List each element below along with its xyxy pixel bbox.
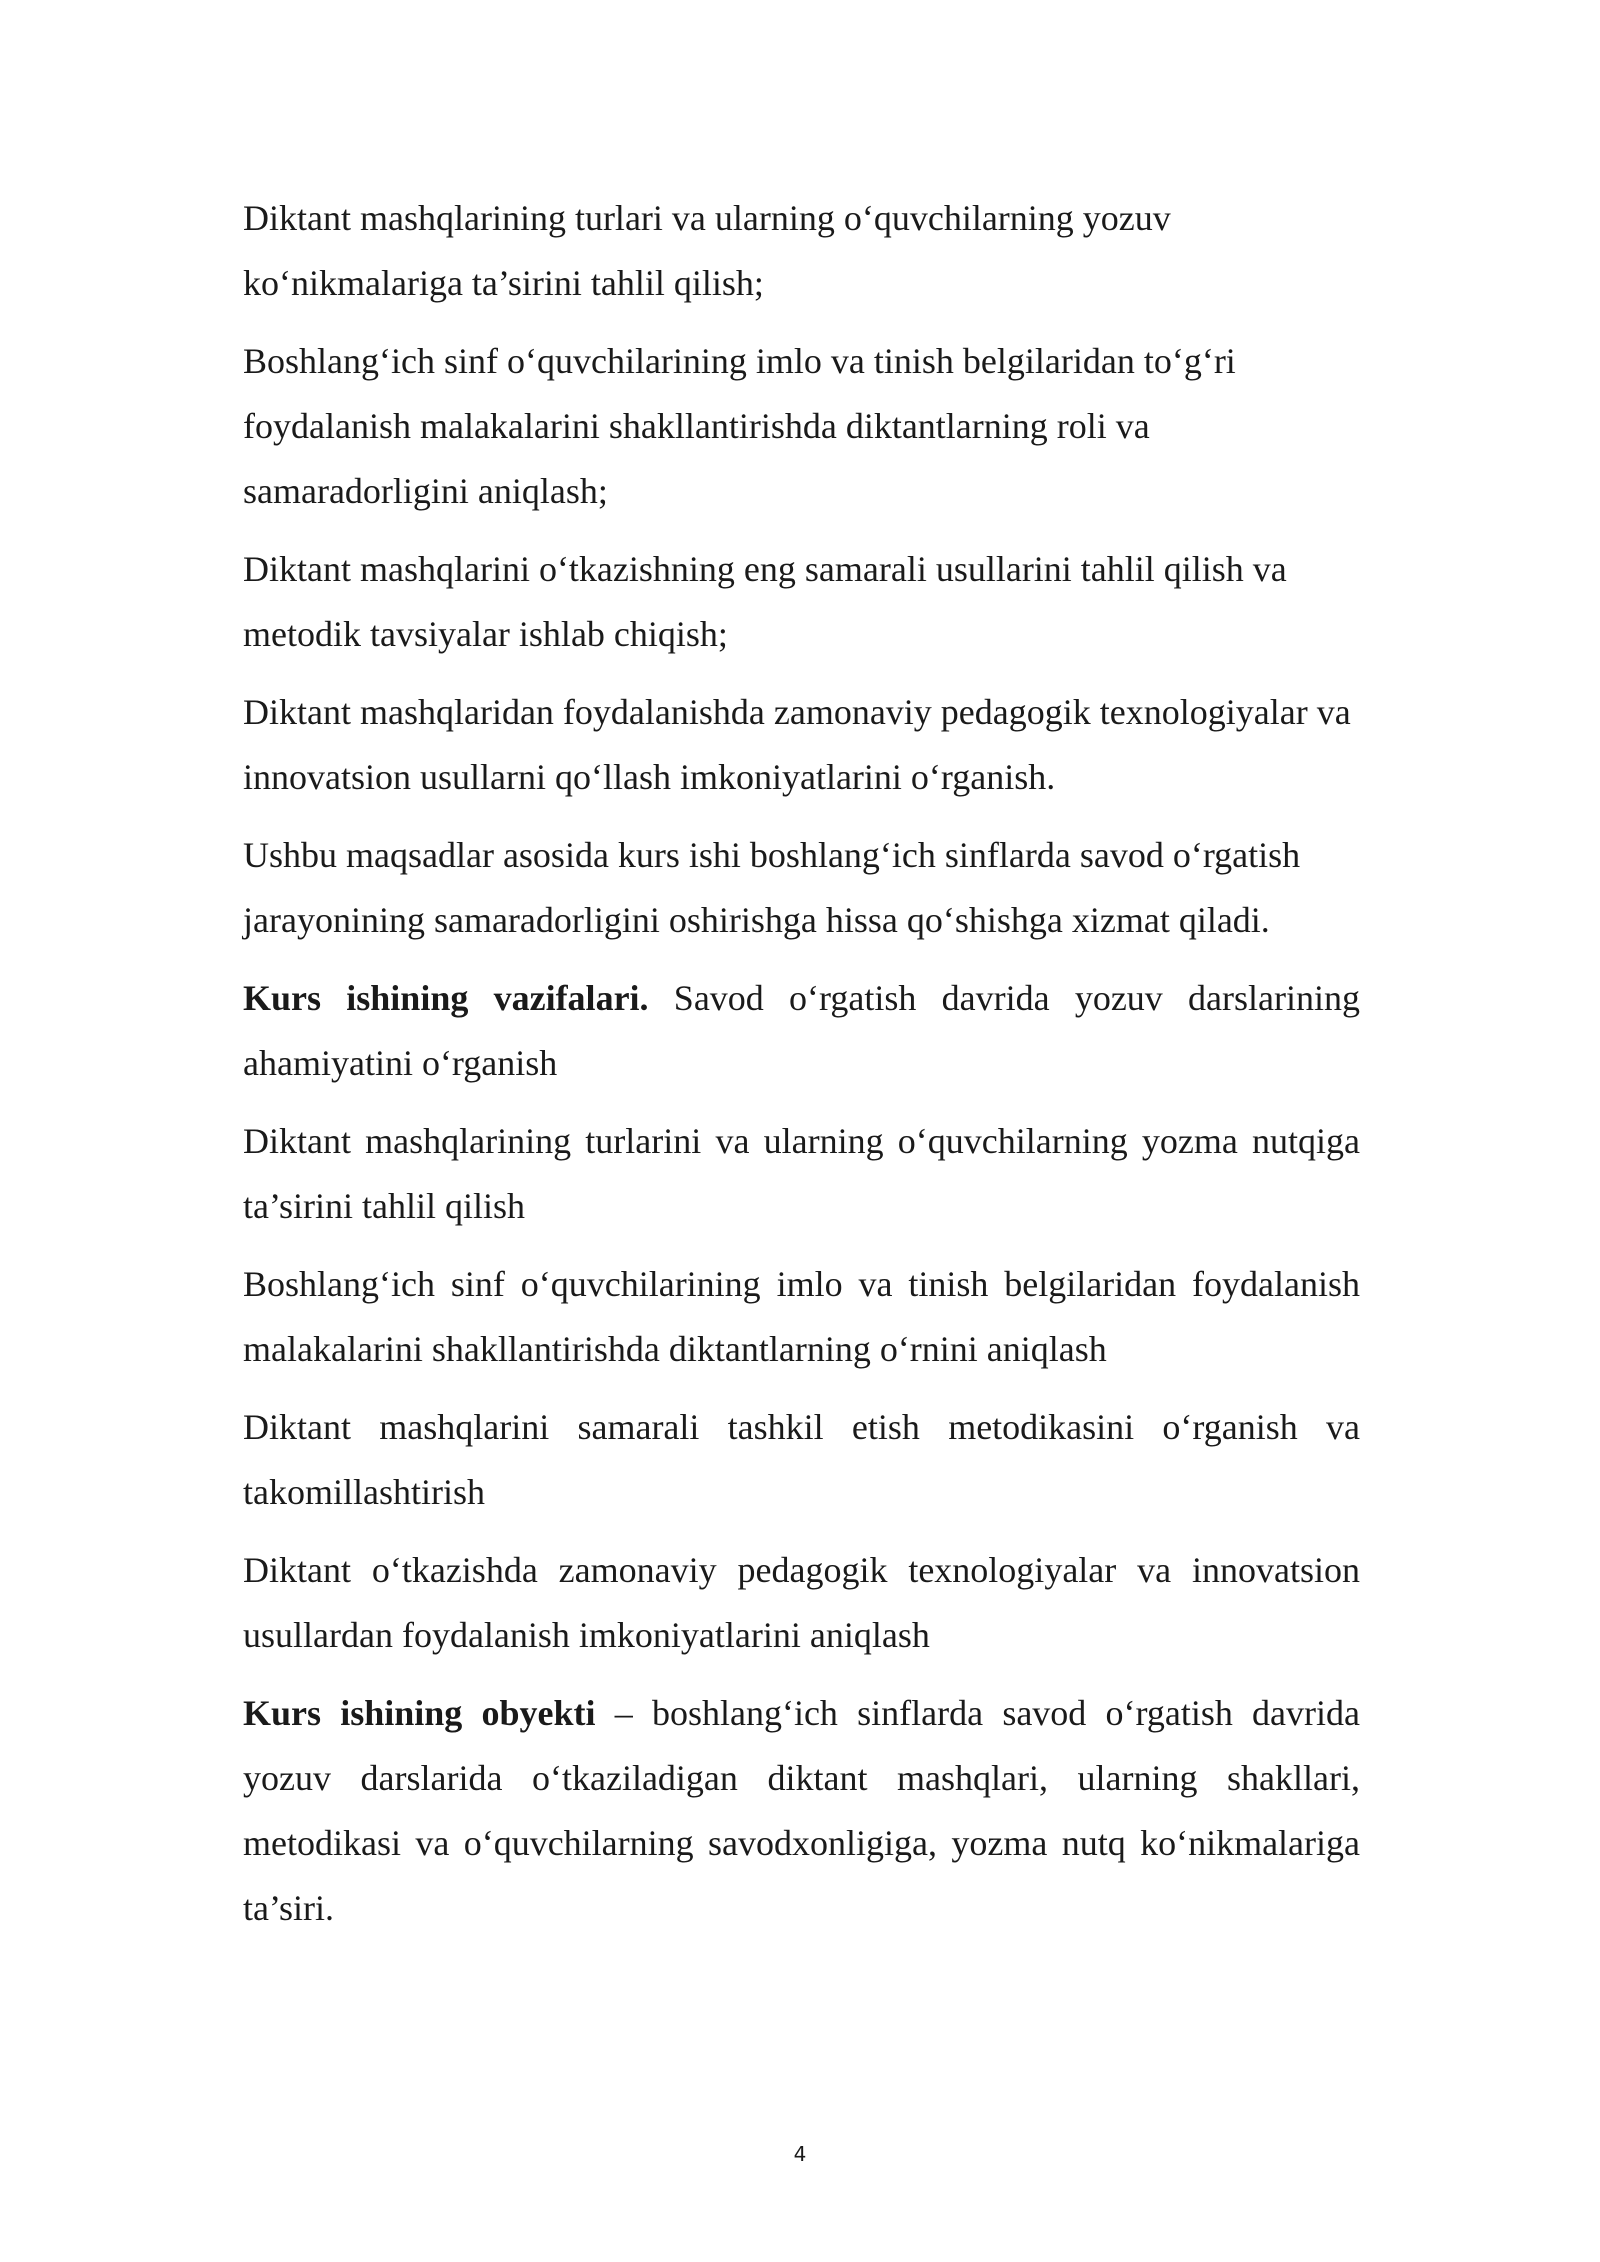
paragraph-8: [243, 1252, 1360, 1382]
paragraph-1: [243, 186, 1360, 316]
paragraph-5-text: Ushbu maqsadlar asosida kurs ishi boshlang‘ich sinflarda savod o‘rgatish jarayonining samaradorligini oshirishga hissa qo‘shishga xizmat qiladi.: [243, 835, 1301, 940]
object-paragraph: [243, 1681, 1360, 1941]
paragraph-1-text: Diktant mashqlarining turlari va ularning o‘quvchilarning yozuv ko‘nikmalariga ta’sirini tahlil qilish;: [243, 198, 1171, 303]
paragraph-3: [243, 537, 1360, 667]
page-body: [243, 186, 1360, 1954]
paragraph-9: [243, 1395, 1360, 1525]
paragraph-4-text: Diktant mashqlaridan foydalanishda zamonaviy pedagogik texnologiyalar va innovatsion usullarni qo‘llash imkoniyatlarini o‘rganish.: [243, 692, 1351, 797]
page-number: 4: [793, 2142, 807, 2166]
paragraph-10: [243, 1538, 1360, 1668]
paragraph-9-text: Diktant mashqlarini samarali tashkil etish metodikasini o‘rganish va takomillashtirish: [243, 1407, 1360, 1512]
paragraph-7-text: Diktant mashqlarining turlarini va ularning o‘quvchilarning yozma nutqiga ta’sirini tahlil qilish: [243, 1121, 1360, 1226]
paragraph-7: [243, 1109, 1360, 1239]
paragraph-2-text: Boshlang‘ich sinf o‘quvchilarining imlo va tinish belgilaridan to‘g‘ri foydalanish malakalarini shakllantirishda diktantlarning roli va samaradorligini aniqlash;: [243, 341, 1236, 511]
paragraph-4: [243, 680, 1360, 810]
tasks-heading: Kurs ishining vazifalari.: [243, 978, 649, 1018]
paragraph-2: [243, 329, 1360, 524]
object-paragraph-text: – boshlang‘ich sinflarda savod o‘rgatish davrida yozuv darslarida o‘tkaziladigan diktant mashqlari, ularning shakllari, metodikasi va o‘quvchilarning savodxonligiga, yozma nutq ko‘nikmalariga ta’siri.: [243, 1693, 1360, 1928]
paragraph-8-text: Boshlang‘ich sinf o‘quvchilarining imlo va tinish belgilaridan foydalanish malakalarini shakllantirishda diktantlarning o‘rnini aniqlash: [243, 1264, 1360, 1369]
paragraph-3-text: Diktant mashqlarini o‘tkazishning eng samarali usullarini tahlil qilish va metodik tavsiyalar ishlab chiqish;: [243, 549, 1287, 654]
tasks-paragraph-text: Savod o‘rgatish davrida yozuv darslarining ahamiyatini o‘rganish: [243, 978, 1360, 1083]
paragraph-5: [243, 823, 1360, 953]
tasks-paragraph: [243, 966, 1360, 1096]
paragraph-10-text: Diktant o‘tkazishda zamonaviy pedagogik texnologiyalar va innovatsion usullardan foydalanish imkoniyatlarini aniqlash: [243, 1550, 1360, 1655]
object-heading: Kurs ishining obyekti: [243, 1693, 596, 1733]
